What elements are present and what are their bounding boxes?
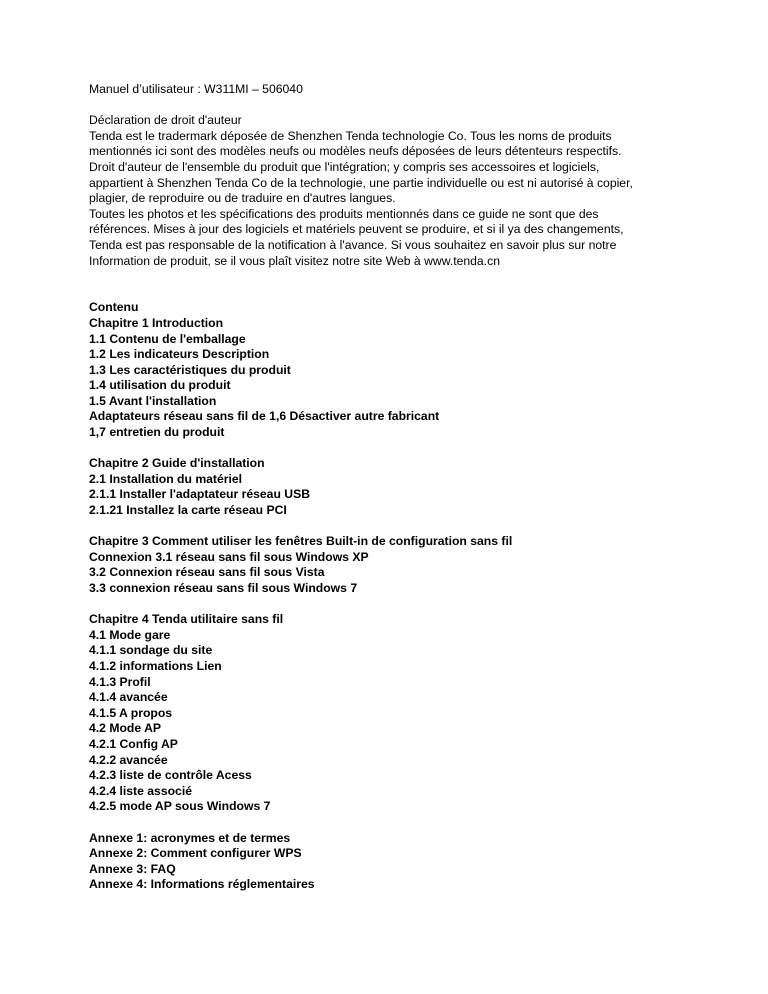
toc-item: 2.1.1 Installer l'adaptateur réseau USB [89,487,311,502]
toc-item: 4.1.4 avancée [89,690,168,705]
toc-item: 4.1 Mode gare [89,627,171,642]
copyright-line: mentionnés ici sont des modèles neufs ou modèles neufs déposées de leurs détenteurs respectifs. [89,144,622,159]
toc-item: Annexe 1: acronymes et de termes [89,830,291,845]
toc-group-chapter-1 [89,316,709,441]
toc-item: 4.2.4 liste associé [89,783,192,798]
toc-item: 1.2 Les indicateurs Description [89,347,270,362]
toc-item: Chapitre 4 Tenda utilitaire sans fil [89,612,284,627]
toc-item: Connexion 3.1 réseau sans fil sous Windows XP [89,549,369,564]
toc-item: 1.3 Les caractéristiques du produit [89,362,291,377]
toc-item: Chapitre 3 Comment utiliser les fenêtres Built-in de configuration sans fil [89,534,513,549]
toc-item: 1.5 Avant l'installation [89,393,217,408]
toc-item: Chapitre 2 Guide d'installation [89,456,265,471]
copyright-line: Information de produit, se il vous plaît visitez notre site Web à www.tenda.cn [89,253,500,268]
toc-item: 3.2 Connexion réseau sans fil sous Vista [89,565,325,580]
toc-item: 1.4 utilisation du produit [89,378,231,393]
copyright-heading: Déclaration de droit d'auteur [89,113,242,128]
toc-item: Annexe 4: Informations réglementaires [89,877,315,892]
copyright-line: références. Mises à jour des logiciels et matériels peuvent se produire, et si il ya des changements, [89,222,624,237]
document-title: Manuel d’utilisateur : W311MI – 506040 [89,82,303,96]
toc-group-chapter-4 [89,612,709,815]
toc-item: 4.1.2 informations Lien [89,658,222,673]
toc-item: 2.1 Installation du matériel [89,471,243,486]
toc-item: 1.1 Contenu de l'emballage [89,331,246,346]
toc-item: 4.2.2 avancée [89,752,168,767]
copyright-section [89,113,709,269]
toc-item: Annexe 3: FAQ [89,861,176,876]
toc-item: 4.1.3 Profil [89,674,151,689]
copyright-line: plagier, de reproduire ou de traduire en d'autres langues. [89,191,396,206]
toc-item: 4.2.5 mode AP sous Windows 7 [89,799,271,814]
toc-item: 1,7 entretien du produit [89,425,225,440]
toc-group-annexes [89,831,709,893]
table-of-contents [89,300,709,893]
toc-item: Chapitre 1 Introduction [89,315,224,330]
toc-item: Annexe 2: Comment configurer WPS [89,846,302,861]
toc-heading: Contenu [89,300,139,315]
toc-item: 3.3 connexion réseau sans fil sous Windows 7 [89,581,358,595]
copyright-line: Tenda est le tradermark déposée de Shenzhen Tenda technologie Co. Tous les noms de produits [89,128,612,143]
toc-item: 4.2 Mode AP [89,721,162,736]
copyright-line: Droit d'auteur de l'ensemble du produit que l'intégration; y compris ses accessoires et logiciels, [89,159,600,174]
document-page [89,82,709,893]
toc-group-chapter-2 [89,456,709,518]
toc-group-chapter-3 [89,534,709,596]
toc-item: 4.2.1 Config AP [89,736,178,751]
toc-item: 4.1.1 sondage du site [89,643,213,658]
toc-item: Adaptateurs réseau sans fil de 1,6 Désactiver autre fabricant [89,409,440,424]
copyright-line: appartient à Shenzhen Tenda Co de la technologie, une partie individuelle ou est ni autorisé à copier, [89,175,633,190]
copyright-line: Tenda est pas responsable de la notification à l'avance. Si vous souhaitez en savoir plus sur notre [89,237,617,252]
toc-item: 4.1.5 A propos [89,705,173,720]
toc-item: 4.2.3 liste de contrôle Acess [89,768,252,783]
copyright-line: Toutes les photos et les spécifications des produits mentionnés dans ce guide ne sont que des [89,206,599,221]
toc-item: 2.1.21 Installez la carte réseau PCI [89,503,287,518]
